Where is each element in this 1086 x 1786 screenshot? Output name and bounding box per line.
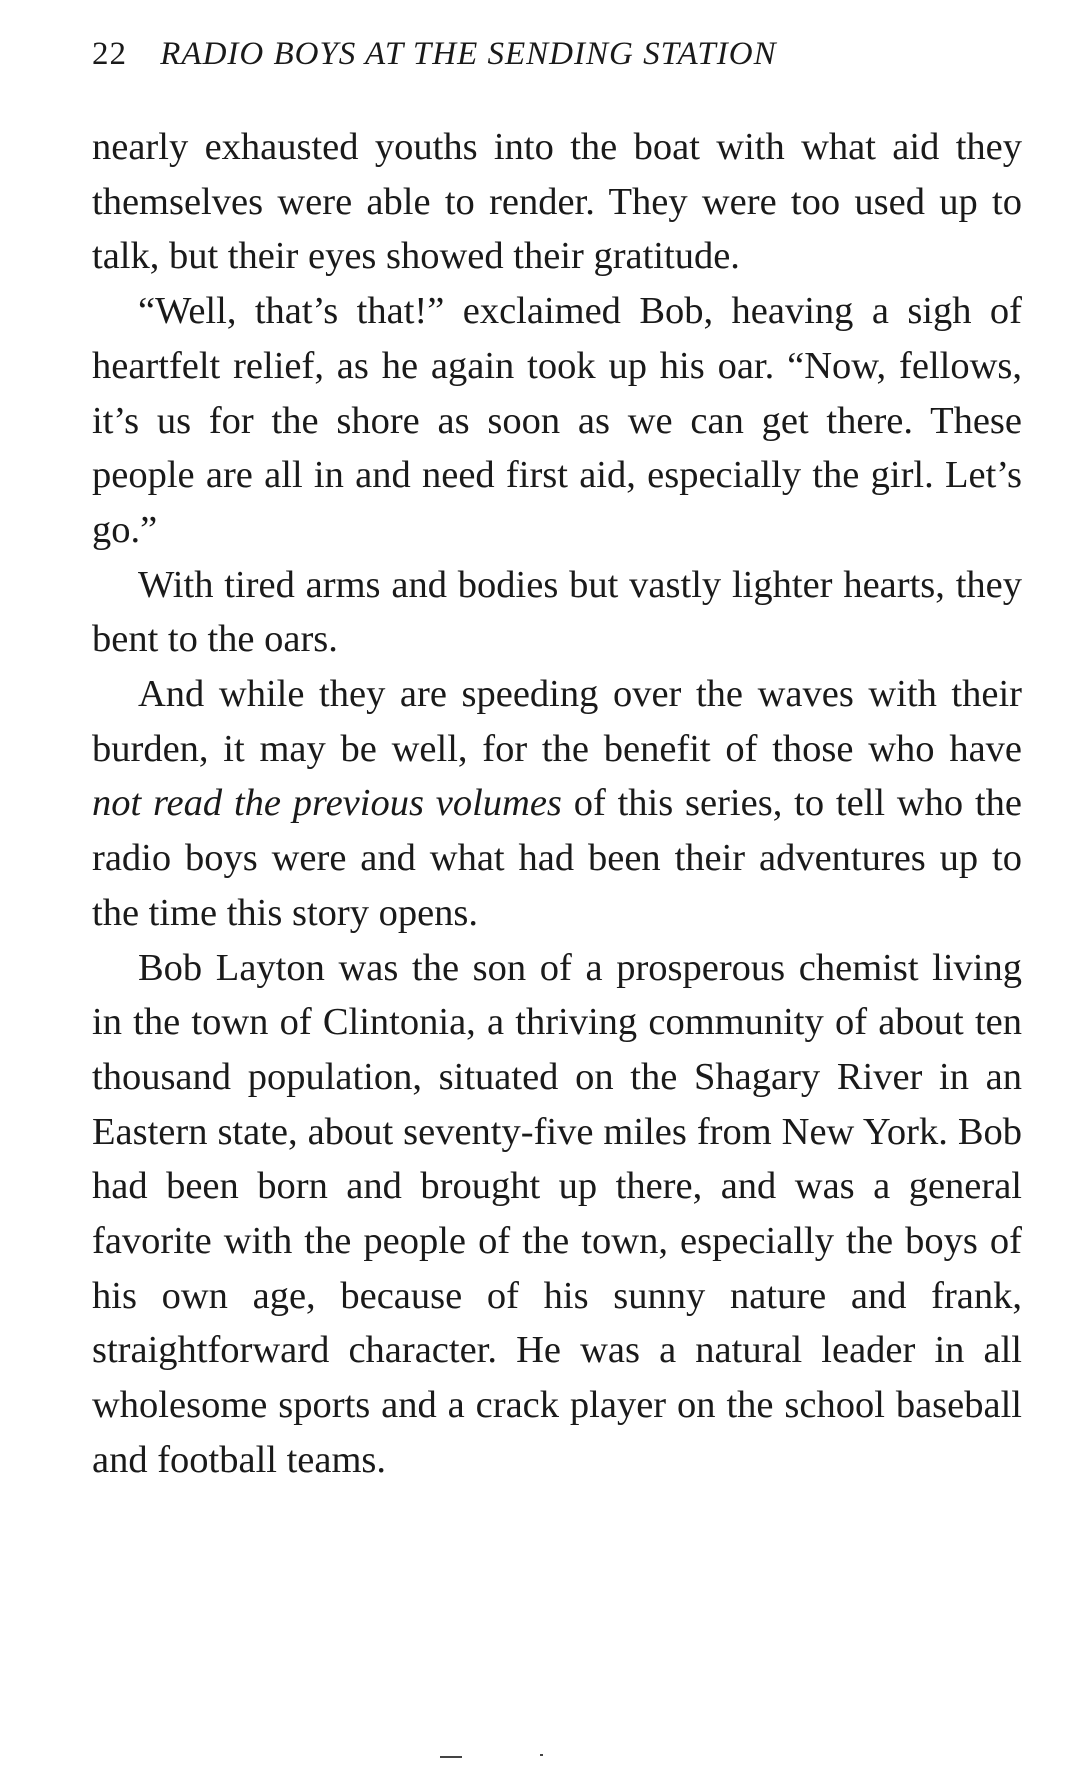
paragraph-4-start: And while they are speeding over the waves with their burden, it may be well, for the benefit of those who have (92, 673, 1022, 770)
paragraph-3: With tired arms and bodies but vastly lighter hearts, they bent to the oars. (92, 563, 1022, 661)
print-speck (540, 1754, 543, 1756)
paragraph-4 (92, 667, 1022, 941)
page-number: 22 (92, 36, 127, 72)
running-head (92, 36, 1028, 76)
paragraph-2: “Well, that’s that!” exclaimed Bob, heaving a sigh of heartfelt relief, as he again took up his oar. “Now, fellows, it’s us for the shore as soon as we can get there. These people are all in and need first aid, especially the girl. Let’s go.” (92, 290, 1022, 551)
print-speck (440, 1756, 462, 1758)
body-text (92, 120, 1022, 1488)
running-title: RADIO BOYS AT THE SENDING STATION (160, 36, 777, 72)
paragraph-4-end: of this series, to tell who the radio boys were and what had been their adventures up to the time this story opens. (92, 782, 1022, 934)
paragraph-5: Bob Layton was the son of a prosperous chemist living in the town of Clintonia, a thriving community of about ten thousand population, situated on the Shagary River in an Eastern state, about seventy-five miles from New York. Bob had been born and brought up there, and was a general favorite with the people of the town, especially the boys of his own age, because of his sunny nature and frank, straightforward character. He was a natural leader in all wholesome sports and a crack player on the school baseball and football teams. (92, 946, 1022, 1481)
paragraph-1: nearly exhausted youths into the boat with what aid they themselves were able to render. They were too used up to talk, but their eyes showed their gratitude. (92, 126, 1022, 278)
paragraph-4-italic: not read the previous volumes (92, 782, 562, 825)
